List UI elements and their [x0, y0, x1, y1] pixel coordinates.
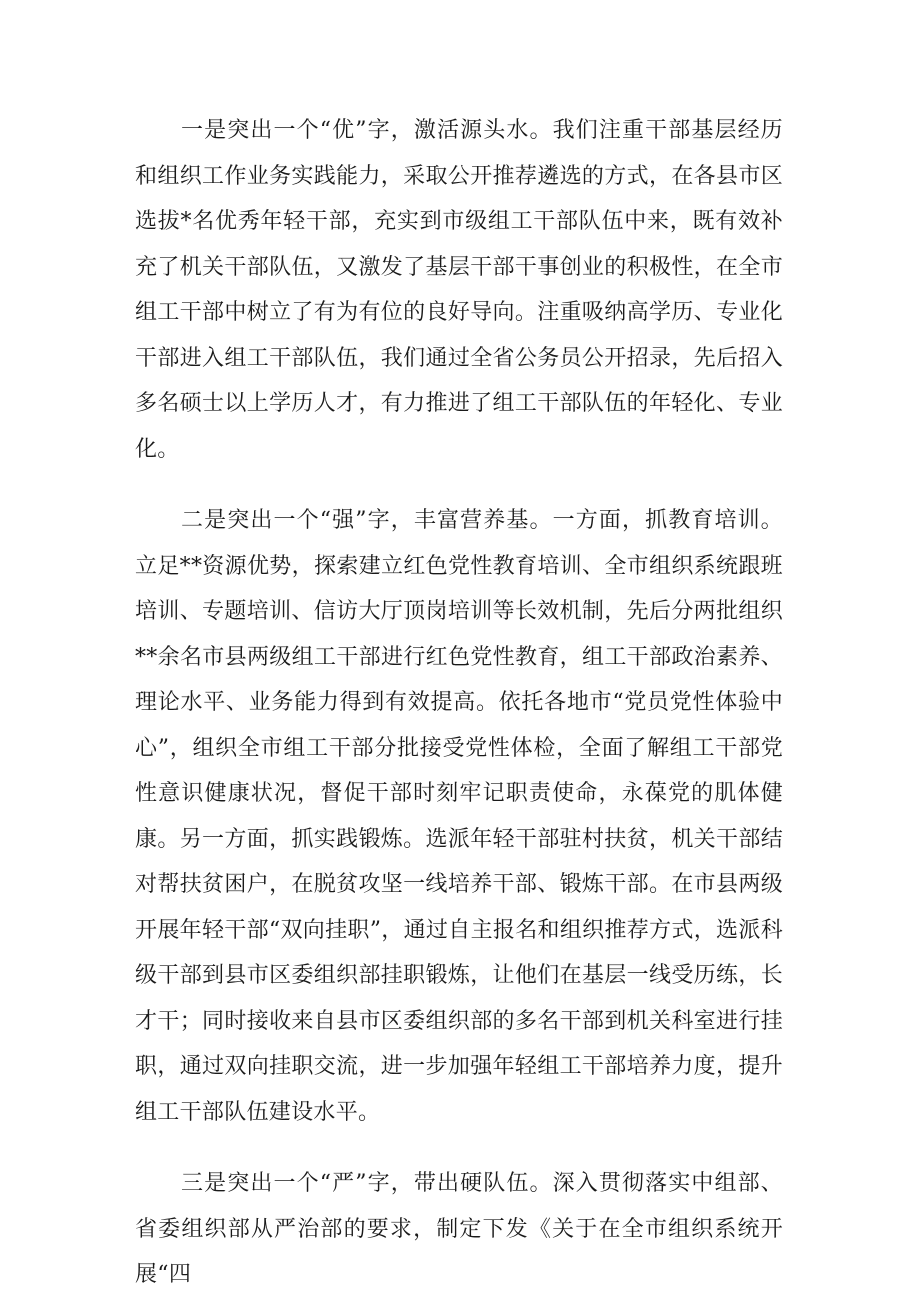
document-body — [135, 108, 783, 1298]
paragraph-yan: 三是突出一个“严”字，带出硬队伍。深入贯彻落实中组部、省委组织部从严治部的要求，制定下发《关于在全市组织系统开展“四 — [135, 1171, 783, 1287]
paragraph-you: 一是突出一个“优”字，激活源头水。我们注重干部基层经历和组织工作业务实践能力，采取公开推荐遴选的方式，在各县市区选拔*名优秀年轻干部，充实到市级组工干部队伍中来，既有效补充了机关干部队伍，又激发了基层干部干事创业的积极性，在全市组工干部中树立了有为有位的良好导向。注重吸纳高学历、专业化干部进入组工干部队伍，我们通过全省公务员公开招录，先后招入多名硕士以上学历人才，有力推进了组工干部队伍的年轻化、专业化。 — [135, 118, 783, 462]
paragraph-qiang: 二是突出一个“强”字，丰富营养基。一方面，抓教育培训。立足**资源优势，探索建立红色党性教育培训、全市组织系统跟班培训、专题培训、信访大厅顶岗培训等长效机制，先后分两批组织**余名市县两级组工干部进行红色党性教育，组工干部政治素养、理论水平、业务能力得到有效提高。依托各地市“党员党性体验中心”，组织全市组工干部分批接受党性体检，全面了解组工干部党性意识健康状况，督促干部时刻牢记职责使命，永葆党的肌体健康。另一方面，抓实践锻炼。选派年轻干部驻村扶贫，机关干部结对帮扶贫困户，在脱贫攻坚一线培养干部、锻炼干部。在市县两级开展年轻干部“双向挂职”，通过自主报名和组织推荐方式，选派科级干部到县市区委组织部挂职锻炼，让他们在基层一线受历练，长才干；同时接收来自县市区委组织部的多名干部到机关科室进行挂职，通过双向挂职交流，进一步加强年轻组工干部培养力度，提升组工干部队伍建设水平。 — [135, 508, 783, 1125]
